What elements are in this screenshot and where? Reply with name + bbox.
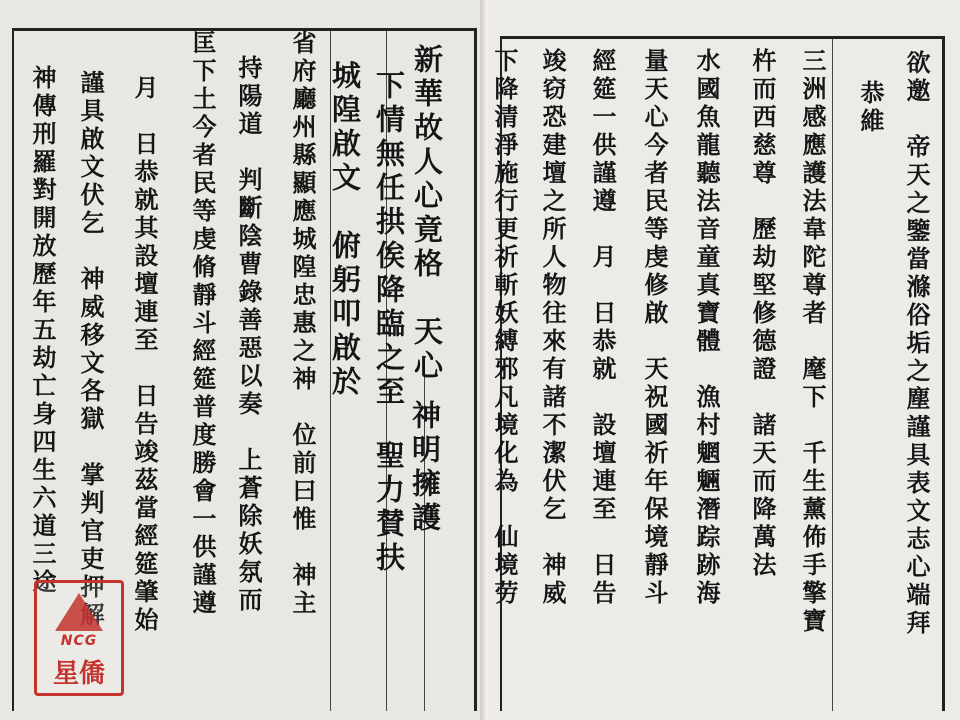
side-column-1: 神明擁護 — [408, 400, 442, 536]
text-column-1: 欲邀 帝天之鑒當滌俗垢之塵謹具表文志心端拜 — [902, 50, 931, 638]
text-column-4: 省府廳州縣顯應城隍忠惠之神 位前曰惟 神主 — [288, 30, 317, 618]
text-column-3: 三洲感應護法韋陀尊者 麾下 千生薰佈手擎寶 — [798, 48, 827, 636]
seal-latin-text: NCG — [60, 633, 98, 649]
text-column-2: 下情無任拱俟降臨之至 — [372, 70, 406, 410]
column-rule — [832, 39, 833, 711]
text-column-6: 量天心今者民等虔修啟 天祝國祈年保境靜斗 — [640, 48, 669, 608]
text-column-1: 新華故人心竟格 天心 — [410, 44, 444, 384]
text-column-3: 城隍啟文 俯躬叩啟於 — [328, 60, 362, 400]
text-column-7: 經筵一供謹遵 月 日恭就 設壇連至 日告 — [588, 48, 617, 608]
text-column-8: 竣窃恐建壇之所人物往來有諸不潔伏乞 神威 — [538, 48, 567, 608]
seal-triangle-icon — [55, 593, 103, 631]
text-column-4: 杵而西慈尊 歷劫堅修德證 諸天而降萬法 — [748, 48, 777, 580]
side-column-2: 聖力賛扶 — [372, 440, 406, 576]
right-page — [488, 0, 960, 720]
text-column-7: 月 日恭就其設壇連至 日告竣茲當經筵肇始 — [130, 75, 159, 635]
text-column-9: 下降清淨施行更祈斬妖縛邪凡境化為 仙境劳 — [490, 48, 519, 608]
text-column-6: 匡下土今者民等虔脩靜斗經筵普度勝會一供謹遵 — [188, 30, 217, 618]
collector-seal — [34, 580, 124, 696]
text-column-8: 謹具啟文伏乞 神威移文各獄 掌判官吏押解 — [76, 70, 105, 630]
text-column-2: 恭維 — [856, 80, 885, 136]
seal-chinese-text: 星僑 — [52, 659, 105, 689]
text-column-5: 持陽道 判斷陰曹錄善惡以奏 上蒼除妖氛而 — [234, 55, 263, 615]
text-column-9: 神傳刑羅對開放歷年五劫亡身四生六道三途 — [28, 65, 57, 597]
text-column-5: 水國魚龍聽法音童真寶體 漁村魍魎潛踪跡海 — [692, 48, 721, 608]
